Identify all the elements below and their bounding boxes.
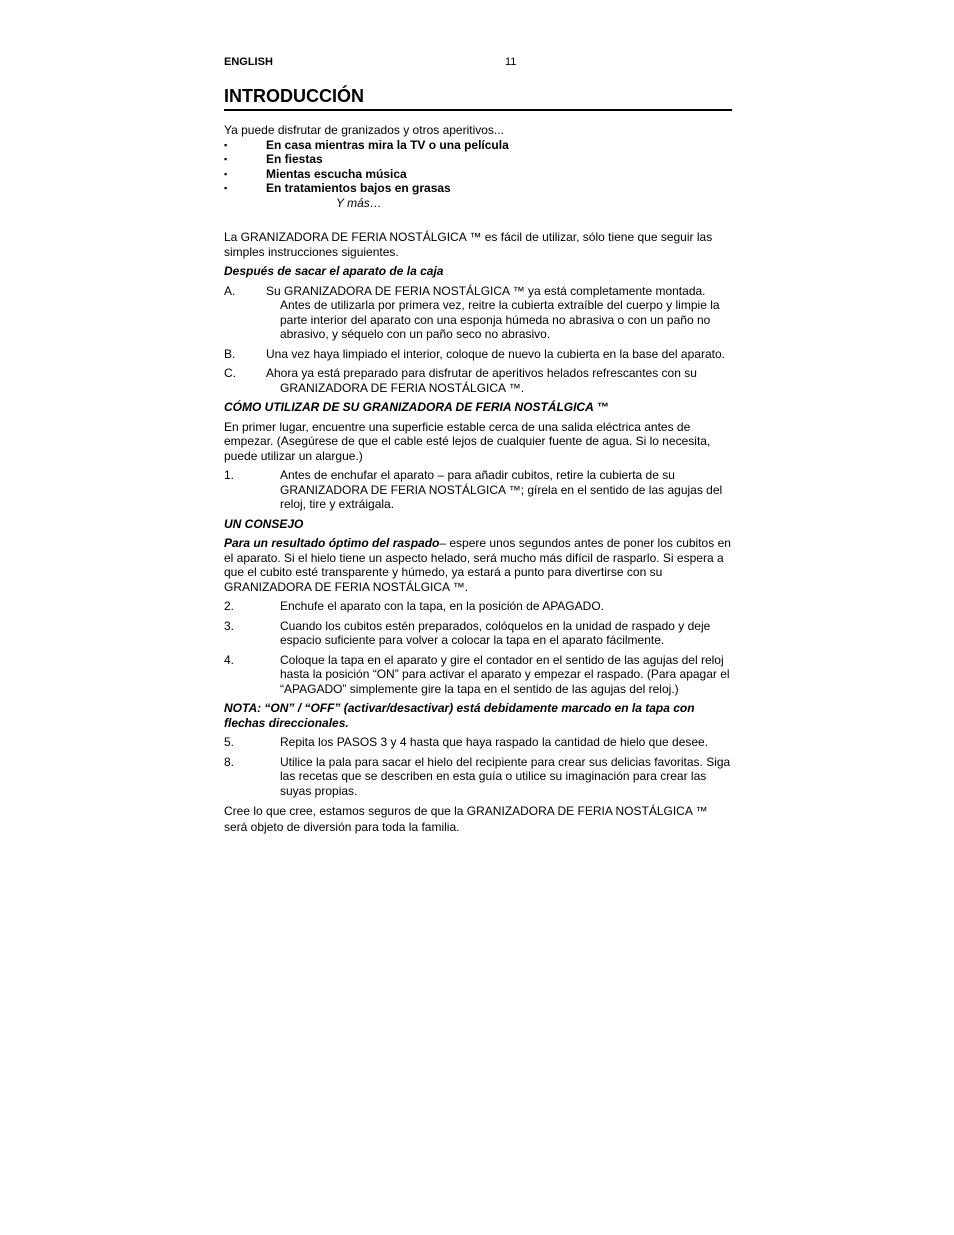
list-item: ▪ En fiestas: [224, 152, 323, 166]
page-header: [224, 55, 732, 71]
y-mas-text: Y más…: [336, 195, 382, 210]
bullet-marker: ▪: [224, 139, 228, 150]
step-4: 4. Coloque la tapa en el aparato y gire el contador en el sentido de las agujas del reloj hasta la posición “ON” para activar el aparato y empezar el raspado. (Para apagar el “APAGADO” simplemente gire la tapa en el sentido de las agujas del reloj.): [224, 652, 730, 696]
list-item: ▪ Mientas escucha música: [224, 166, 407, 181]
header-language: ENGLISH: [224, 56, 273, 68]
bullet-list: [224, 138, 732, 196]
section-heading-tip: UN CONSEJO: [224, 516, 304, 531]
step-2: 2. Enchufe el aparato con la tapa, en la posición de APAGADO.: [224, 599, 604, 613]
paragraph-first-steps: En primer lugar, encuentre una superficie estable cerca de una salida eléctrica antes de empezar. (Asegúrese de que el cable esté lejos de cualquier fuente de agua. Si lo necesita, puede utilizar un alargue.): [224, 419, 711, 463]
section-heading-unboxing: Después de sacar el aparato de la caja: [224, 264, 444, 278]
step-1: 1. Antes de enchufar el aparato – para añadir cubitos, retire la cubierta de su GRANIZADORA DE FERIA NOSTÁLGICA ™; gírela en el sentido de las agujas del reloj, tire y extráigala.: [224, 468, 723, 511]
tip-paragraph: [224, 536, 732, 594]
tip-lead: Para un resultado óptimo del raspado: [224, 536, 440, 550]
page-title: INTRODUCCIÓN: [224, 85, 732, 111]
letter-step-c: C. Ahora ya está preparado para disfrutar de aperitivos helados refrescantes con su GRANIZADORA DE FERIA NOSTÁLGICA ™.: [224, 366, 697, 395]
step-5: 5. Repita los PASOS 3 y 4 hasta que haya raspado la cantidad de hielo que desee.: [224, 735, 709, 749]
closing-paragraph: Cree lo que cree, estamos seguros de que la GRANIZADORA DE FERIA NOSTÁLGICA ™ será objeto de diversión para toda la familia.: [224, 804, 708, 834]
step-8: 8. Utilice la pala para sacar el hielo del recipiente para crear sus delicias favoritas. Siga las recetas que se describen en esta guía o utilice su imaginación para crear las suyas propias.: [224, 754, 731, 798]
list-item: ▪ En tratamientos bajos en grasas: [224, 181, 451, 195]
tip-text: – espere unos segundos antes de poner los cubitos en el aparato. Si el hielo tiene un aspecto helado, será mucho más difícil de rasparlo. Si espera a que el cubito esté transparente y húmedo, ya estará a punto para divertirse con su GRANIZADORA DE FERIA NOSTÁLGICA ™.: [224, 536, 731, 594]
bullet-marker: ▪: [224, 183, 228, 193]
bullet-marker: ▪: [224, 168, 228, 179]
paragraph-easy-use: La GRANIZADORA DE FERIA NOSTÁLGICA ™ es fácil de utilizar, sólo tiene que seguir las simples instrucciones siguientes.: [224, 230, 713, 259]
note-text: NOTA: “ON” / “OFF” (activar/desactivar) está debidamente marcado en la tapa con flechas direccionales.: [224, 701, 695, 730]
bullet-marker: ▪: [224, 154, 228, 164]
section-heading-how-to-use: CÓMO UTILIZAR DE SU GRANIZADORA DE FERIA NOSTÁLGICA ™: [224, 400, 609, 414]
list-item: ▪ En casa mientras mira la TV o una película: [224, 137, 509, 152]
intro-text: Ya puede disfrutar de granizados y otros aperitivos...: [224, 123, 504, 137]
step-3: 3. Cuando los cubitos estén preparados, colóquelos en la unidad de raspado y deje espacio suficiente para volver a colocar la tapa en el aparato fácilmente.: [224, 618, 711, 647]
document-page: [224, 55, 732, 835]
letter-step-b: B. Una vez haya limpiado el interior, coloque de nuevo la cubierta en la base del aparato.: [224, 346, 725, 361]
letter-step-a: A. Su GRANIZADORA DE FERIA NOSTÁLGICA ™ ya está completamente montada. Antes de utilizarla por primera vez, reitre la cubierta extraíble del cuerpo y limpie la parte interior del aparato con una esponja húmeda no abrasiva o con un paño no abrasivo, y séquelo con un paño seco no abrasivo.: [224, 283, 720, 341]
page-number: 11: [505, 56, 517, 68]
